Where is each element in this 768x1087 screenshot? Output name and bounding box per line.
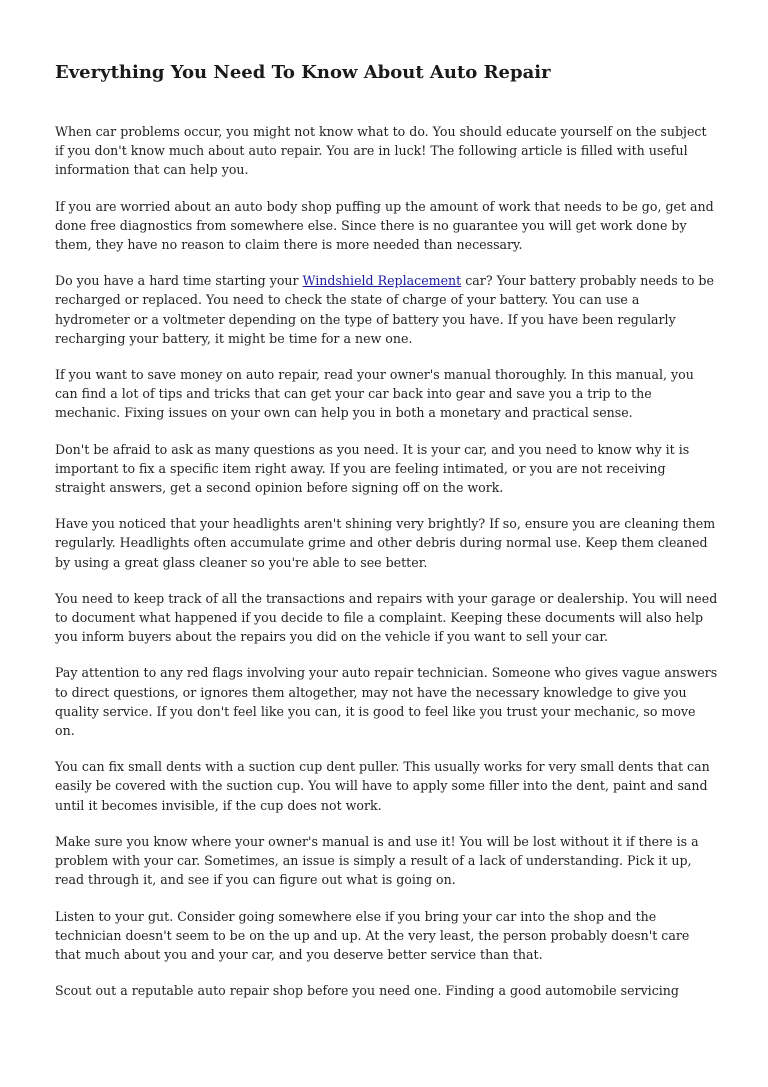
paragraph-3-rest: car? Your battery probably needs to be recharged or replaced. You need to check the state of charge of your battery. You can use a hydrometer or a voltmeter depending on the type of battery you have. If you have been regularly recharging your battery, it might be time for a new one. [55, 273, 714, 346]
paragraph-12: Scout out a reputable auto repair shop before you need one. Finding a good automobile servicing [55, 983, 679, 999]
paragraph-9: You can fix small dents with a suction cup dent puller. This usually works for very small dents that can easily be covered with the suction cup. You will have to apply some filler into the dent, paint and sand until it becomes invisible, if the cup does not work. [55, 759, 710, 813]
paragraph-6: Have you noticed that your headlights aren't shining very brightly? If so, ensure you are cleaning them regularly. Headlights often accumulate grime and other debris during normal use. Keep them cleaned by using a great glass cleaner so you're able to see better. [55, 516, 716, 570]
paragraph-1: When car problems occur, you might not know what to do. You should educate yourself on the subject if you don't know much about auto repair. You are in luck! The following article is filled with useful information that can help you. [55, 124, 707, 178]
paragraph-7: You need to keep track of all the transactions and repairs with your garage or dealership. You will need to document what happened if you decide to file a complaint. Keeping these documents will also help you inform buyers about the repairs you did on the vehicle if you want to sell your car. [55, 590, 718, 645]
paragraph-11: Listen to your gut. Consider going somewhere else if you bring your car into the shop and the technician doesn't seem to be on the up and up. At the very least, the person probably doesn't care that much about you and your car, and you deserve better service than that. [55, 908, 690, 962]
paragraph-3 [55, 271, 718, 348]
paragraph-2: If you are worried about an auto body shop puffing up the amount of work that needs to be go, get and done free diagnostics from somewhere else. Since there is no guarantee you will get work done by them, they have no reason to claim there is more needed than necessary. [55, 198, 714, 253]
windshield-replacement-link[interactable]: Windshield Replacement [302, 273, 462, 289]
paragraph-5: Don't be afraid to ask as many questions as you need. It is your car, and you need to know why it is important to fix a specific item right away. If you are feeling intimated, or you are not receiving straight answers, get a second opinion before signing off on the work. [55, 441, 690, 496]
paragraph-10: Make sure you know where your owner's manual is and use it! You will be lost without it if there is a problem with your car. Sometimes, an issue is simply a result of a lack of understanding. Pick it up, read through it, and see if you can figure out what is going on. [55, 833, 699, 888]
paragraph-3-lead: Do you have a hard time starting your [55, 273, 303, 289]
page-title: Everything You Need To Know About Auto Repair [55, 62, 551, 83]
article-body [55, 122, 718, 1017]
paragraph-4: If you want to save money on auto repair, read your owner's manual thoroughly. In this manual, you can find a lot of tips and tricks that can get your car back into gear and save you a trip to the mechanic. Fixing issues on your own can help you in both a monetary and practical sense. [55, 367, 694, 421]
paragraph-8: Pay attention to any red flags involving your auto repair technician. Someone who gives vague answers to direct questions, or ignores them altogether, may not have the necessary knowledge to give you quality service. If you don't feel like you can, it is good to feel like you trust your mechanic, so move on. [55, 665, 718, 739]
